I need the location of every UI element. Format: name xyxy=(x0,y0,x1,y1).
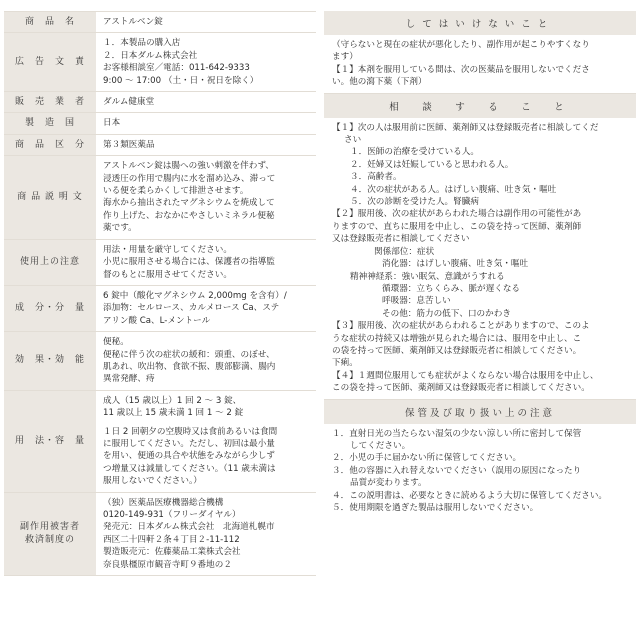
info-row xyxy=(4,113,316,134)
text-line: 呼吸器：息苦しい xyxy=(382,296,451,307)
row-label: 用 法・容 量 xyxy=(4,391,96,492)
precautions-column xyxy=(324,11,636,518)
row-value xyxy=(96,113,316,133)
consult-body xyxy=(324,118,636,399)
value-line: 6 錠中（酸化マグネシウム 2,000mg を含有）/ xyxy=(103,290,287,301)
text-line: 消化器：はげしい腹痛、吐き気・嘔吐 xyxy=(382,259,529,270)
value-line: 海水から抽出されたマグネシウムを焼成して xyxy=(103,198,275,209)
text-line: この袋を持って医師、薬剤師又は登録販売者に相談してください。 xyxy=(332,383,590,394)
text-line: うな症状の持続又は増強が見られた場合には、服用を中止し、こ xyxy=(332,333,582,344)
text-line: ５．使用期限を過ぎた製品は服用しないでください。 xyxy=(332,503,539,513)
text-line: ２．妊婦又は妊娠していると思われる人。 xyxy=(350,159,514,170)
row-value xyxy=(96,391,316,492)
row-label: 副作用被害者 救済制度の xyxy=(4,493,96,575)
info-row xyxy=(4,11,316,33)
dont-body xyxy=(324,35,636,93)
row-value xyxy=(96,240,316,285)
value-line: 発売元：日本ダルム株式会社 北海道札幌市 xyxy=(103,522,275,533)
value-line: 作り上げた、おなかにやさしいミネラル便秘 xyxy=(103,210,275,221)
value-line: 服用しないでください。） xyxy=(103,476,202,487)
text-line: 【３】服用後、次の症状があらわれることがありますので、このよ xyxy=(332,321,590,332)
info-row xyxy=(4,92,316,113)
text-line: 【１】次の人は服用前に医師、薬剤師又は登録販売者に相談してくだ xyxy=(332,122,599,133)
info-row xyxy=(4,33,316,92)
storage-header: 保管及び取り扱い上の注意 xyxy=(324,400,636,424)
text-line: ４．この説明書は、必要なときに読めるよう大切に保管してください。 xyxy=(332,490,608,501)
row-value xyxy=(96,156,316,238)
info-row xyxy=(4,332,316,391)
value-line: １日 2 回朝夕の空腹時又は食前あるいは食間 xyxy=(103,426,278,437)
row-value xyxy=(96,12,316,32)
text-line: 品質が変わります。 xyxy=(350,478,427,489)
value-line: アリン酸 Ca、L-メントール xyxy=(103,315,211,326)
text-line: 【４】１週間位服用しても症状がよくならない場合は服用を中止し、 xyxy=(332,370,599,381)
value-line: 日本 xyxy=(103,118,121,129)
text-line: ４．次の症状がある人。はげしい腹痛、吐き気・嘔吐 xyxy=(350,184,557,195)
text-line: の袋を持って医師、薬剤師又は登録販売者に相談してください。 xyxy=(332,345,582,356)
value-line: 浸透圧の作用で腸内に水を溜め込み、滞って xyxy=(103,173,276,184)
storage-body xyxy=(324,424,636,519)
value-line: いる便を柔らかくして排泄させます。 xyxy=(103,186,249,197)
text-line: りますので、直ちに服用を中止し、この袋を持って医師、薬剤師 xyxy=(332,221,582,232)
row-value xyxy=(96,332,316,390)
info-row xyxy=(4,240,316,286)
value-line: 成人（15 歳以上）1 回 2 ～ 3 錠、 xyxy=(103,395,242,406)
row-label: 成 分・分 量 xyxy=(4,286,96,331)
dont-section xyxy=(324,11,636,94)
row-label: 販 売 業 者 xyxy=(4,92,96,112)
info-row xyxy=(4,135,316,156)
text-line: ます） xyxy=(332,52,358,63)
text-line: い。他の瀉下薬（下剤） xyxy=(332,77,427,88)
text-line: ３．高齢者。 xyxy=(350,172,402,183)
row-label: 使用上の注意 xyxy=(4,240,96,285)
row-label: 商 品 区 分 xyxy=(4,135,96,155)
text-line: 【１】本剤を服用している間は、次の医薬品を服用しないでくださ xyxy=(332,64,590,75)
text-line: 又は登録販売者に相談してください xyxy=(332,234,470,245)
value-line: ダルム健康堂 xyxy=(103,97,155,108)
text-line: 下痢。 xyxy=(332,358,358,369)
storage-section xyxy=(324,400,636,519)
value-line: 便秘に伴う次の症状の緩和：頭重、のぼせ、 xyxy=(103,349,275,360)
value-line: お客様相談室／電話：011-642-9333 xyxy=(103,63,250,74)
value-line: １．本製品の購入店 xyxy=(103,38,181,49)
text-line: 【２】服用後、次の症状があらわれた場合は副作用の可能性があ xyxy=(332,209,582,220)
value-line: 第３類医薬品 xyxy=(103,139,155,150)
value-line: （独）医薬品医療機器総合機構 xyxy=(103,497,224,508)
value-line: 小児に服用させる場合には、保護者の指導監 xyxy=(103,257,275,268)
row-label: 効 果・効 能 xyxy=(4,332,96,390)
text-line: 関係部位：症状 xyxy=(374,246,435,257)
row-value xyxy=(96,33,316,91)
row-label: 広 告 文 責 xyxy=(4,33,96,91)
value-line: に服用してください。ただし、初回は最小量 xyxy=(103,438,275,449)
text-line: さい xyxy=(344,135,362,146)
text-line: その他：筋力の低下、口のかわき xyxy=(382,308,511,319)
text-line: ２．小児の手に届かない所に保管してください。 xyxy=(332,453,522,464)
text-line: １．医師の治療を受けている人。 xyxy=(350,147,479,158)
text-line: （守らないと現在の症状が悪化したり、副作用が起こりやすくなり xyxy=(332,40,590,50)
value-line: 用法・用量を厳守してください。 xyxy=(103,244,232,255)
row-value xyxy=(96,286,316,331)
text-line: １．直射日光の当たらない湿気の少ない涼しい所に密封して保管 xyxy=(332,428,582,439)
consult-section xyxy=(324,94,636,400)
info-row xyxy=(4,493,316,576)
row-value xyxy=(96,493,316,575)
consult-header: 相 談 す る こ と xyxy=(324,94,636,118)
row-label: 商 品 名 xyxy=(4,12,96,32)
value-line: アストルベン錠は腸への強い刺激を伴わず、 xyxy=(103,161,274,172)
value-line: つ増量又は減量してください。（11 歳未満は xyxy=(103,463,276,474)
dont-header: してはいけないこと xyxy=(324,11,636,35)
value-line: 異常発酵、痔 xyxy=(103,374,155,385)
row-label: 商 品 説 明 文 xyxy=(4,156,96,238)
text-line: 循環器：立ちくらみ、脈が遅くなる xyxy=(382,283,521,294)
text-line: ３．他の容器に入れ替えないでください（誤用の原因になったり xyxy=(332,465,582,476)
value-line: 便秘。 xyxy=(103,337,129,348)
value-line: 西区二十四軒２条４丁目２-11-112 xyxy=(103,534,240,545)
text-line: してください。 xyxy=(350,440,411,451)
value-line: 奈良県橿原市観音寺町９番地の２ xyxy=(103,559,232,570)
info-row xyxy=(4,286,316,332)
text-line: ５．次の診断を受けた人。腎臓病 xyxy=(350,197,479,208)
row-label: 製 造 国 xyxy=(4,113,96,133)
value-line: 督のもとに服用させてください。 xyxy=(103,269,232,280)
info-row xyxy=(4,156,316,239)
value-line: 9:00 ～ 17:00 （土・日・祝日を除く） xyxy=(103,75,259,86)
value-line: 0120-149-931（フリーダイヤル） xyxy=(103,510,241,520)
value-line: 製造販売元：佐藤薬品工業株式会社 xyxy=(103,547,241,558)
row-value xyxy=(96,135,316,155)
value-line: 添加物：セルロース、カルメロース Ca、ステ xyxy=(103,303,280,314)
value-line: 肌あれ、吹出物、食欲不振、腹部膨満、腸内 xyxy=(103,361,276,372)
value-line: アストルベン錠 xyxy=(103,17,163,27)
product-info-table xyxy=(4,11,316,576)
value-line: 11 歳以上 15 歳未満 1 回 1 ～ 2 錠 xyxy=(103,408,244,419)
value-line: を用い、便通の具合や状態をみながら少しず xyxy=(103,451,275,462)
value-line: 薬です。 xyxy=(103,223,137,234)
text-line: 精神神経系：強い眠気、意識がうすれる xyxy=(350,271,505,282)
info-row xyxy=(4,391,316,493)
row-value xyxy=(96,92,316,112)
value-line: ２．日本ダルム株式会社 xyxy=(103,50,198,61)
